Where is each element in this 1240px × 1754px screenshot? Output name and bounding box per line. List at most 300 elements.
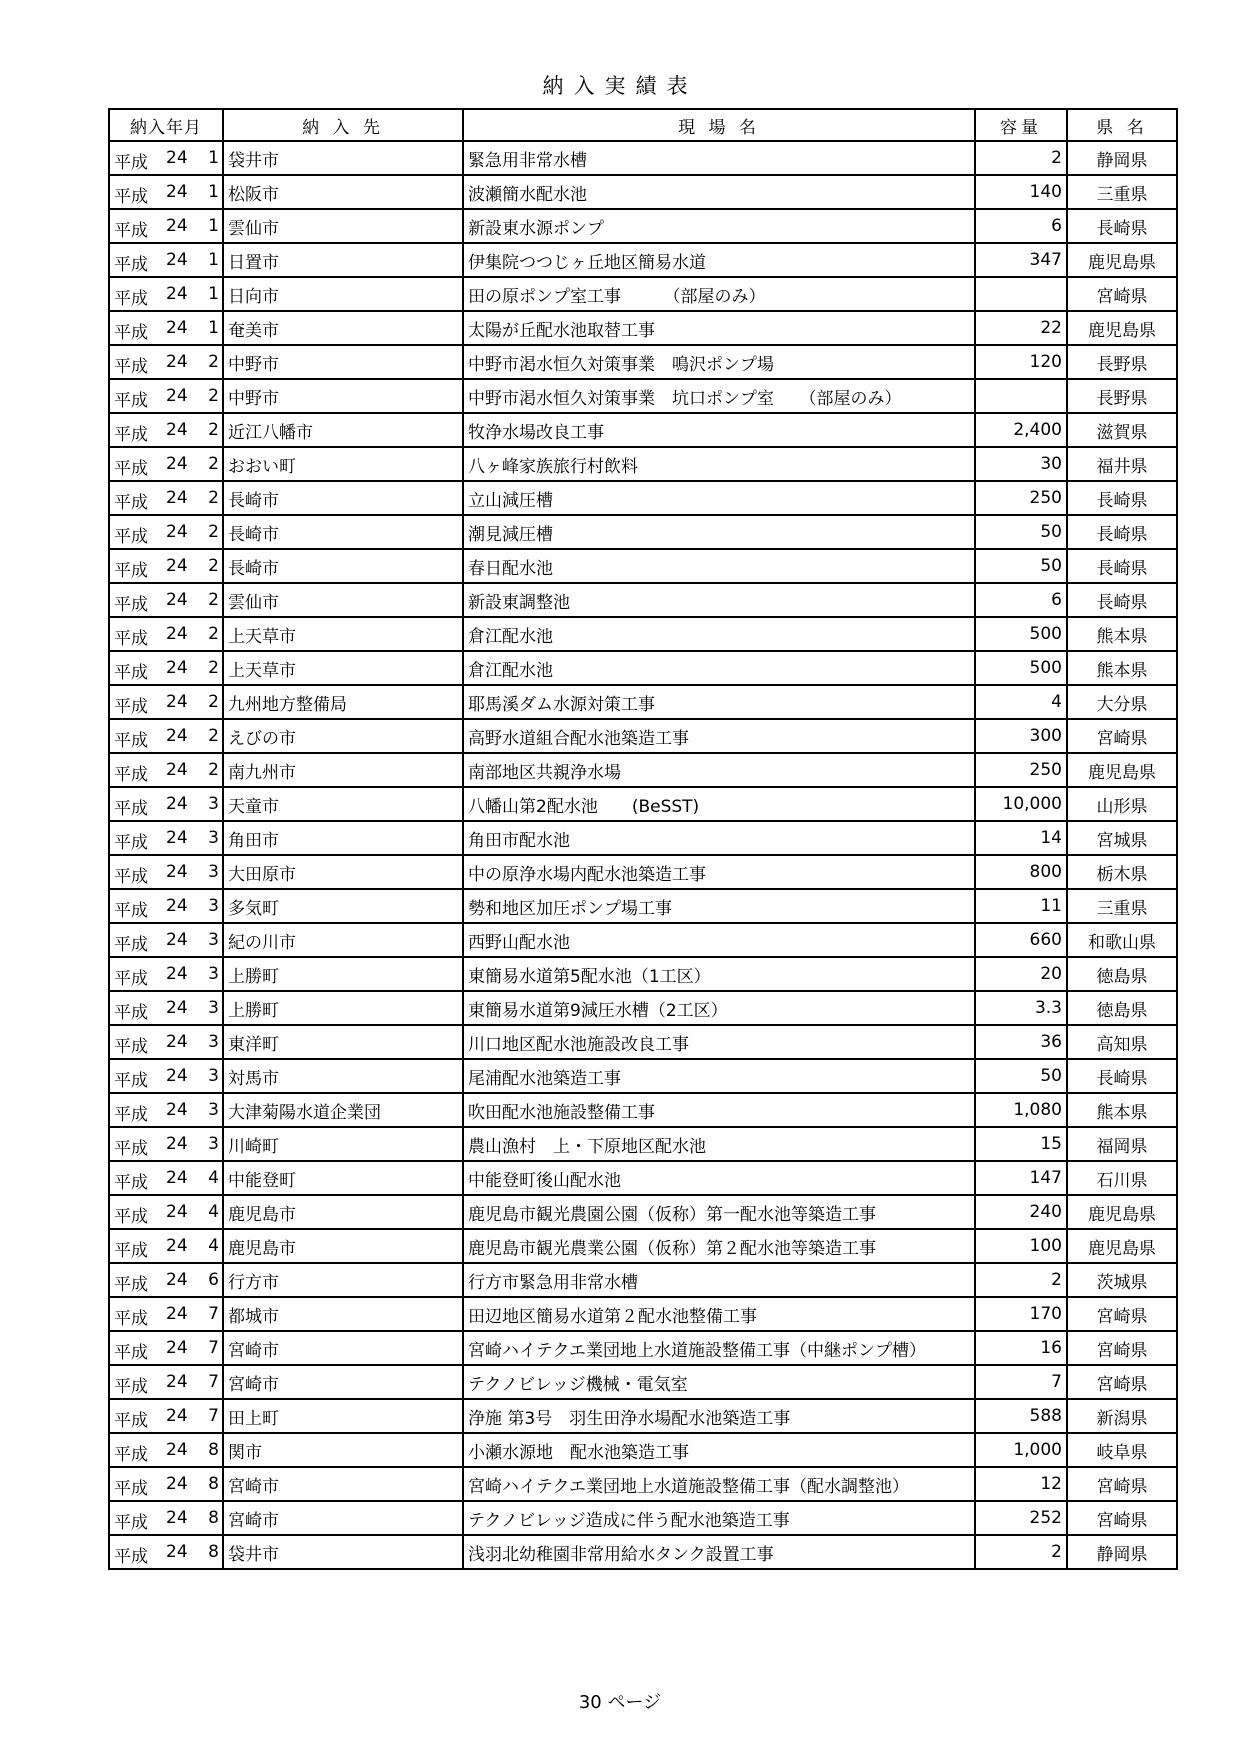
- site-cell: 波瀬簡水配水池: [463, 175, 975, 209]
- client-cell: 日向市: [223, 277, 463, 311]
- prefecture-cell: 大分県: [1067, 685, 1177, 719]
- prefecture-cell: 宮崎県: [1067, 1467, 1177, 1501]
- client-cell: 宮崎市: [223, 1467, 463, 1501]
- year-value: 24: [166, 1474, 188, 1494]
- era-label: 平成: [114, 1037, 148, 1057]
- site-cell: 行方市緊急用非常水槽: [463, 1263, 975, 1297]
- table-row: [109, 209, 1177, 243]
- year-value: 24: [166, 1100, 188, 1120]
- capacity-cell: 500: [975, 651, 1067, 685]
- month-value: 6: [208, 1270, 219, 1290]
- capacity-cell: 36: [975, 1025, 1067, 1059]
- month-value: 4: [208, 1168, 219, 1188]
- table-row: [109, 685, 1177, 719]
- table-row: [109, 243, 1177, 277]
- year-value: 24: [166, 352, 188, 372]
- client-cell: 田上町: [223, 1399, 463, 1433]
- month-value: 3: [208, 862, 219, 882]
- era-label: 平成: [114, 1445, 148, 1465]
- site-cell: 倉江配水池: [463, 617, 975, 651]
- client-cell: 九州地方整備局: [223, 685, 463, 719]
- client-cell: 宮崎市: [223, 1331, 463, 1365]
- page-number: 30 ページ: [578, 1692, 662, 1713]
- prefecture-cell: 茨城県: [1067, 1263, 1177, 1297]
- table-row: [109, 651, 1177, 685]
- era-label: 平成: [114, 1309, 148, 1329]
- month-value: 2: [208, 624, 219, 644]
- prefecture-cell: 滋賀県: [1067, 413, 1177, 447]
- delivery-date-cell: [109, 685, 223, 719]
- year-value: 24: [166, 590, 188, 610]
- year-value: 24: [166, 896, 188, 916]
- era-label: 平成: [114, 391, 148, 411]
- header-date: 納入年月: [109, 109, 223, 141]
- table-row: [109, 1025, 1177, 1059]
- era-label: 平成: [114, 867, 148, 887]
- prefecture-cell: 福岡県: [1067, 1127, 1177, 1161]
- client-cell: 紀の川市: [223, 923, 463, 957]
- site-cell: 尾浦配水池築造工事: [463, 1059, 975, 1093]
- delivery-date-cell: [109, 379, 223, 413]
- delivery-date-cell: [109, 413, 223, 447]
- era-label: 平成: [114, 765, 148, 785]
- month-value: 3: [208, 828, 219, 848]
- table-row: [109, 413, 1177, 447]
- era-label: 平成: [114, 1207, 148, 1227]
- table-row: [109, 1467, 1177, 1501]
- records-table: [108, 108, 1178, 1570]
- client-cell: 上天草市: [223, 651, 463, 685]
- client-cell: 中野市: [223, 345, 463, 379]
- site-cell: 伊集院つつじヶ丘地区簡易水道: [463, 243, 975, 277]
- header-row: [109, 109, 1177, 141]
- client-cell: 奄美市: [223, 311, 463, 345]
- table-row: [109, 1297, 1177, 1331]
- table-row: [109, 141, 1177, 175]
- delivery-date-cell: [109, 617, 223, 651]
- capacity-cell: [975, 379, 1067, 413]
- month-value: 4: [208, 1202, 219, 1222]
- era-label: 平成: [114, 561, 148, 581]
- site-cell: 潮見減圧槽: [463, 515, 975, 549]
- prefecture-cell: 長野県: [1067, 379, 1177, 413]
- client-cell: 東洋町: [223, 1025, 463, 1059]
- year-value: 24: [166, 386, 188, 406]
- month-value: 7: [208, 1372, 219, 1392]
- capacity-cell: 15: [975, 1127, 1067, 1161]
- month-value: 1: [208, 250, 219, 270]
- delivery-date-cell: [109, 1297, 223, 1331]
- site-cell: テクノビレッジ造成に伴う配水池築造工事: [463, 1501, 975, 1535]
- site-cell: 中野市渇水恒久対策事業 坑口ポンプ室 （部屋のみ）: [463, 379, 975, 413]
- client-cell: 袋井市: [223, 141, 463, 175]
- year-value: 24: [166, 488, 188, 508]
- month-value: 7: [208, 1304, 219, 1324]
- client-cell: 関市: [223, 1433, 463, 1467]
- table-row: [109, 583, 1177, 617]
- delivery-date-cell: [109, 1399, 223, 1433]
- delivery-date-cell: [109, 923, 223, 957]
- month-value: 3: [208, 930, 219, 950]
- month-value: 2: [208, 556, 219, 576]
- month-value: 3: [208, 1032, 219, 1052]
- delivery-date-cell: [109, 1535, 223, 1569]
- prefecture-cell: 栃木県: [1067, 855, 1177, 889]
- capacity-cell: 250: [975, 753, 1067, 787]
- month-value: 7: [208, 1406, 219, 1426]
- month-value: 8: [208, 1474, 219, 1494]
- client-cell: 天童市: [223, 787, 463, 821]
- era-label: 平成: [114, 1411, 148, 1431]
- month-value: 8: [208, 1440, 219, 1460]
- month-value: 3: [208, 896, 219, 916]
- site-cell: 新設東水源ポンプ: [463, 209, 975, 243]
- site-cell: 吹田配水池施設整備工事: [463, 1093, 975, 1127]
- delivery-date-cell: [109, 1229, 223, 1263]
- client-cell: 上天草市: [223, 617, 463, 651]
- era-label: 平成: [114, 1105, 148, 1125]
- table-row: [109, 617, 1177, 651]
- delivery-date-cell: [109, 753, 223, 787]
- delivery-date-cell: [109, 311, 223, 345]
- header-prefecture: 県 名: [1067, 109, 1177, 141]
- capacity-cell: 240: [975, 1195, 1067, 1229]
- site-cell: 農山漁村 上・下原地区配水池: [463, 1127, 975, 1161]
- era-label: 平成: [114, 289, 148, 309]
- prefecture-cell: 長野県: [1067, 345, 1177, 379]
- month-value: 1: [208, 216, 219, 236]
- table-row: [109, 991, 1177, 1025]
- delivery-date-cell: [109, 481, 223, 515]
- year-value: 24: [166, 216, 188, 236]
- prefecture-cell: 三重県: [1067, 175, 1177, 209]
- era-label: 平成: [114, 969, 148, 989]
- era-label: 平成: [114, 663, 148, 683]
- delivery-date-cell: [109, 277, 223, 311]
- month-value: 2: [208, 692, 219, 712]
- year-value: 24: [166, 1338, 188, 1358]
- era-label: 平成: [114, 1479, 148, 1499]
- month-value: 1: [208, 148, 219, 168]
- site-cell: 春日配水池: [463, 549, 975, 583]
- era-label: 平成: [114, 527, 148, 547]
- month-value: 2: [208, 352, 219, 372]
- site-cell: 鹿児島市観光農業公園（仮称）第２配水池等築造工事: [463, 1229, 975, 1263]
- era-label: 平成: [114, 323, 148, 343]
- table-row: [109, 379, 1177, 413]
- capacity-cell: 16: [975, 1331, 1067, 1365]
- delivery-date-cell: [109, 345, 223, 379]
- era-label: 平成: [114, 1377, 148, 1397]
- year-value: 24: [166, 556, 188, 576]
- client-cell: 都城市: [223, 1297, 463, 1331]
- site-cell: テクノビレッジ機械・電気室: [463, 1365, 975, 1399]
- era-label: 平成: [114, 1547, 148, 1567]
- month-value: 2: [208, 590, 219, 610]
- month-value: 8: [208, 1508, 219, 1528]
- capacity-cell: 30: [975, 447, 1067, 481]
- year-value: 24: [166, 318, 188, 338]
- capacity-cell: 147: [975, 1161, 1067, 1195]
- prefecture-cell: 山形県: [1067, 787, 1177, 821]
- capacity-cell: 252: [975, 1501, 1067, 1535]
- month-value: 2: [208, 454, 219, 474]
- era-label: 平成: [114, 153, 148, 173]
- prefecture-cell: 宮崎県: [1067, 1365, 1177, 1399]
- capacity-cell: 11: [975, 889, 1067, 923]
- client-cell: 川崎町: [223, 1127, 463, 1161]
- site-cell: 南部地区共親浄水場: [463, 753, 975, 787]
- prefecture-cell: 新潟県: [1067, 1399, 1177, 1433]
- site-cell: 東簡易水道第9減圧水槽（2工区）: [463, 991, 975, 1025]
- prefecture-cell: 熊本県: [1067, 651, 1177, 685]
- table-row: [109, 923, 1177, 957]
- client-cell: 日置市: [223, 243, 463, 277]
- year-value: 24: [166, 182, 188, 202]
- prefecture-cell: 宮崎県: [1067, 277, 1177, 311]
- site-cell: 中の原浄水場内配水池築造工事: [463, 855, 975, 889]
- capacity-cell: 1,000: [975, 1433, 1067, 1467]
- era-label: 平成: [114, 459, 148, 479]
- site-cell: 耶馬溪ダム水源対策工事: [463, 685, 975, 719]
- prefecture-cell: 鹿児島県: [1067, 243, 1177, 277]
- site-cell: 宮崎ハイテクエ業団地上水道施設整備工事（配水調整池）: [463, 1467, 975, 1501]
- site-cell: 勢和地区加圧ポンプ場工事: [463, 889, 975, 923]
- page-title: 納入実績表: [542, 74, 698, 98]
- table-row: [109, 549, 1177, 583]
- era-label: 平成: [114, 221, 148, 241]
- table-row: [109, 1161, 1177, 1195]
- delivery-date-cell: [109, 549, 223, 583]
- capacity-cell: 50: [975, 1059, 1067, 1093]
- table-row: [109, 855, 1177, 889]
- era-label: 平成: [114, 1173, 148, 1193]
- prefecture-cell: 長崎県: [1067, 1059, 1177, 1093]
- capacity-cell: 588: [975, 1399, 1067, 1433]
- delivery-date-cell: [109, 651, 223, 685]
- site-cell: 新設東調整池: [463, 583, 975, 617]
- delivery-date-cell: [109, 1161, 223, 1195]
- month-value: 2: [208, 760, 219, 780]
- site-cell: 八ヶ峰家族旅行村飲料: [463, 447, 975, 481]
- capacity-cell: 2: [975, 141, 1067, 175]
- delivery-date-cell: [109, 889, 223, 923]
- era-label: 平成: [114, 1343, 148, 1363]
- site-cell: 田の原ポンプ室工事 （部屋のみ）: [463, 277, 975, 311]
- prefecture-cell: 宮崎県: [1067, 1501, 1177, 1535]
- site-cell: 東簡易水道第5配水池（1工区）: [463, 957, 975, 991]
- month-value: 1: [208, 318, 219, 338]
- year-value: 24: [166, 250, 188, 270]
- prefecture-cell: 熊本県: [1067, 617, 1177, 651]
- era-label: 平成: [114, 629, 148, 649]
- site-cell: 太陽が丘配水池取替工事: [463, 311, 975, 345]
- year-value: 24: [166, 1304, 188, 1324]
- capacity-cell: 7: [975, 1365, 1067, 1399]
- era-label: 平成: [114, 1003, 148, 1023]
- capacity-cell: 347: [975, 243, 1067, 277]
- prefecture-cell: 長崎県: [1067, 549, 1177, 583]
- delivery-date-cell: [109, 821, 223, 855]
- delivery-date-cell: [109, 991, 223, 1025]
- table-row: [109, 1195, 1177, 1229]
- month-value: 1: [208, 284, 219, 304]
- table-row: [109, 787, 1177, 821]
- delivery-date-cell: [109, 175, 223, 209]
- delivery-date-cell: [109, 957, 223, 991]
- table-row: [109, 957, 1177, 991]
- year-value: 24: [166, 1372, 188, 1392]
- capacity-cell: 4: [975, 685, 1067, 719]
- prefecture-cell: 徳島県: [1067, 991, 1177, 1025]
- prefecture-cell: 静岡県: [1067, 1535, 1177, 1569]
- client-cell: えびの市: [223, 719, 463, 753]
- era-label: 平成: [114, 799, 148, 819]
- client-cell: 上勝町: [223, 991, 463, 1025]
- client-cell: 鹿児島市: [223, 1229, 463, 1263]
- table-row: [109, 889, 1177, 923]
- table-row: [109, 753, 1177, 787]
- site-cell: 高野水道組合配水池築造工事: [463, 719, 975, 753]
- capacity-cell: 250: [975, 481, 1067, 515]
- month-value: 2: [208, 386, 219, 406]
- site-cell: 立山減圧槽: [463, 481, 975, 515]
- site-cell: 西野山配水池: [463, 923, 975, 957]
- era-label: 平成: [114, 1513, 148, 1533]
- year-value: 24: [166, 1406, 188, 1426]
- delivery-date-cell: [109, 1263, 223, 1297]
- table-row: [109, 311, 1177, 345]
- era-label: 平成: [114, 255, 148, 275]
- client-cell: 雲仙市: [223, 583, 463, 617]
- table-row: [109, 447, 1177, 481]
- site-cell: 八幡山第2配水池 (BeSST): [463, 787, 975, 821]
- client-cell: おおい町: [223, 447, 463, 481]
- month-value: 2: [208, 522, 219, 542]
- capacity-cell: 14: [975, 821, 1067, 855]
- capacity-cell: 500: [975, 617, 1067, 651]
- era-label: 平成: [114, 833, 148, 853]
- prefecture-cell: 熊本県: [1067, 1093, 1177, 1127]
- site-cell: 川口地区配水池施設改良工事: [463, 1025, 975, 1059]
- era-label: 平成: [114, 731, 148, 751]
- prefecture-cell: 鹿児島県: [1067, 1195, 1177, 1229]
- era-label: 平成: [114, 1241, 148, 1261]
- month-value: 4: [208, 1236, 219, 1256]
- delivery-date-cell: [109, 515, 223, 549]
- site-cell: 倉江配水池: [463, 651, 975, 685]
- year-value: 24: [166, 1168, 188, 1188]
- prefecture-cell: 長崎県: [1067, 583, 1177, 617]
- era-label: 平成: [114, 595, 148, 615]
- header-site: 現 場 名: [463, 109, 975, 141]
- month-value: 3: [208, 964, 219, 984]
- capacity-cell: 6: [975, 583, 1067, 617]
- table-row: [109, 481, 1177, 515]
- table-row: [109, 175, 1177, 209]
- table-row: [109, 1501, 1177, 1535]
- month-value: 3: [208, 1134, 219, 1154]
- site-cell: 宮崎ハイテクエ業団地上水道施設整備工事（中継ポンプ槽）: [463, 1331, 975, 1365]
- year-value: 24: [166, 726, 188, 746]
- year-value: 24: [166, 1440, 188, 1460]
- year-value: 24: [166, 1066, 188, 1086]
- prefecture-cell: 和歌山県: [1067, 923, 1177, 957]
- table-row: [109, 821, 1177, 855]
- era-label: 平成: [114, 697, 148, 717]
- prefecture-cell: 宮崎県: [1067, 1331, 1177, 1365]
- capacity-cell: [975, 277, 1067, 311]
- client-cell: 鹿児島市: [223, 1195, 463, 1229]
- prefecture-cell: 高知県: [1067, 1025, 1177, 1059]
- prefecture-cell: 石川県: [1067, 1161, 1177, 1195]
- site-cell: 浅羽北幼稚園非常用給水タンク設置工事: [463, 1535, 975, 1569]
- site-cell: 中野市渇水恒久対策事業 鳴沢ポンプ場: [463, 345, 975, 379]
- capacity-cell: 22: [975, 311, 1067, 345]
- year-value: 24: [166, 828, 188, 848]
- year-value: 24: [166, 862, 188, 882]
- year-value: 24: [166, 420, 188, 440]
- client-cell: 中能登町: [223, 1161, 463, 1195]
- delivery-date-cell: [109, 243, 223, 277]
- site-cell: 角田市配水池: [463, 821, 975, 855]
- client-cell: 袋井市: [223, 1535, 463, 1569]
- client-cell: 長崎市: [223, 549, 463, 583]
- table-row: [109, 515, 1177, 549]
- year-value: 24: [166, 930, 188, 950]
- client-cell: 行方市: [223, 1263, 463, 1297]
- prefecture-cell: 長崎県: [1067, 515, 1177, 549]
- month-value: 3: [208, 998, 219, 1018]
- header-client: 納 入 先: [223, 109, 463, 141]
- client-cell: 宮崎市: [223, 1365, 463, 1399]
- era-label: 平成: [114, 357, 148, 377]
- prefecture-cell: 長崎県: [1067, 481, 1177, 515]
- client-cell: 長崎市: [223, 515, 463, 549]
- header-capacity: 容量: [975, 109, 1067, 141]
- delivery-date-cell: [109, 787, 223, 821]
- month-value: 3: [208, 1066, 219, 1086]
- prefecture-cell: 福井県: [1067, 447, 1177, 481]
- prefecture-cell: 宮城県: [1067, 821, 1177, 855]
- month-value: 8: [208, 1542, 219, 1562]
- prefecture-cell: 宮崎県: [1067, 719, 1177, 753]
- year-value: 24: [166, 692, 188, 712]
- year-value: 24: [166, 794, 188, 814]
- client-cell: 宮崎市: [223, 1501, 463, 1535]
- client-cell: 大津菊陽水道企業団: [223, 1093, 463, 1127]
- site-cell: 田辺地区簡易水道第２配水池整備工事: [463, 1297, 975, 1331]
- capacity-cell: 170: [975, 1297, 1067, 1331]
- month-value: 2: [208, 726, 219, 746]
- site-cell: 中能登町後山配水池: [463, 1161, 975, 1195]
- year-value: 24: [166, 1542, 188, 1562]
- era-label: 平成: [114, 901, 148, 921]
- site-cell: 浄施 第3号 羽生田浄水場配水池築造工事: [463, 1399, 975, 1433]
- capacity-cell: 20: [975, 957, 1067, 991]
- month-value: 3: [208, 794, 219, 814]
- capacity-cell: 6: [975, 209, 1067, 243]
- table-row: [109, 719, 1177, 753]
- client-cell: 雲仙市: [223, 209, 463, 243]
- client-cell: 南九州市: [223, 753, 463, 787]
- delivery-date-cell: [109, 1025, 223, 1059]
- capacity-cell: 140: [975, 175, 1067, 209]
- era-label: 平成: [114, 1071, 148, 1091]
- prefecture-cell: 三重県: [1067, 889, 1177, 923]
- month-value: 2: [208, 488, 219, 508]
- delivery-date-cell: [109, 1093, 223, 1127]
